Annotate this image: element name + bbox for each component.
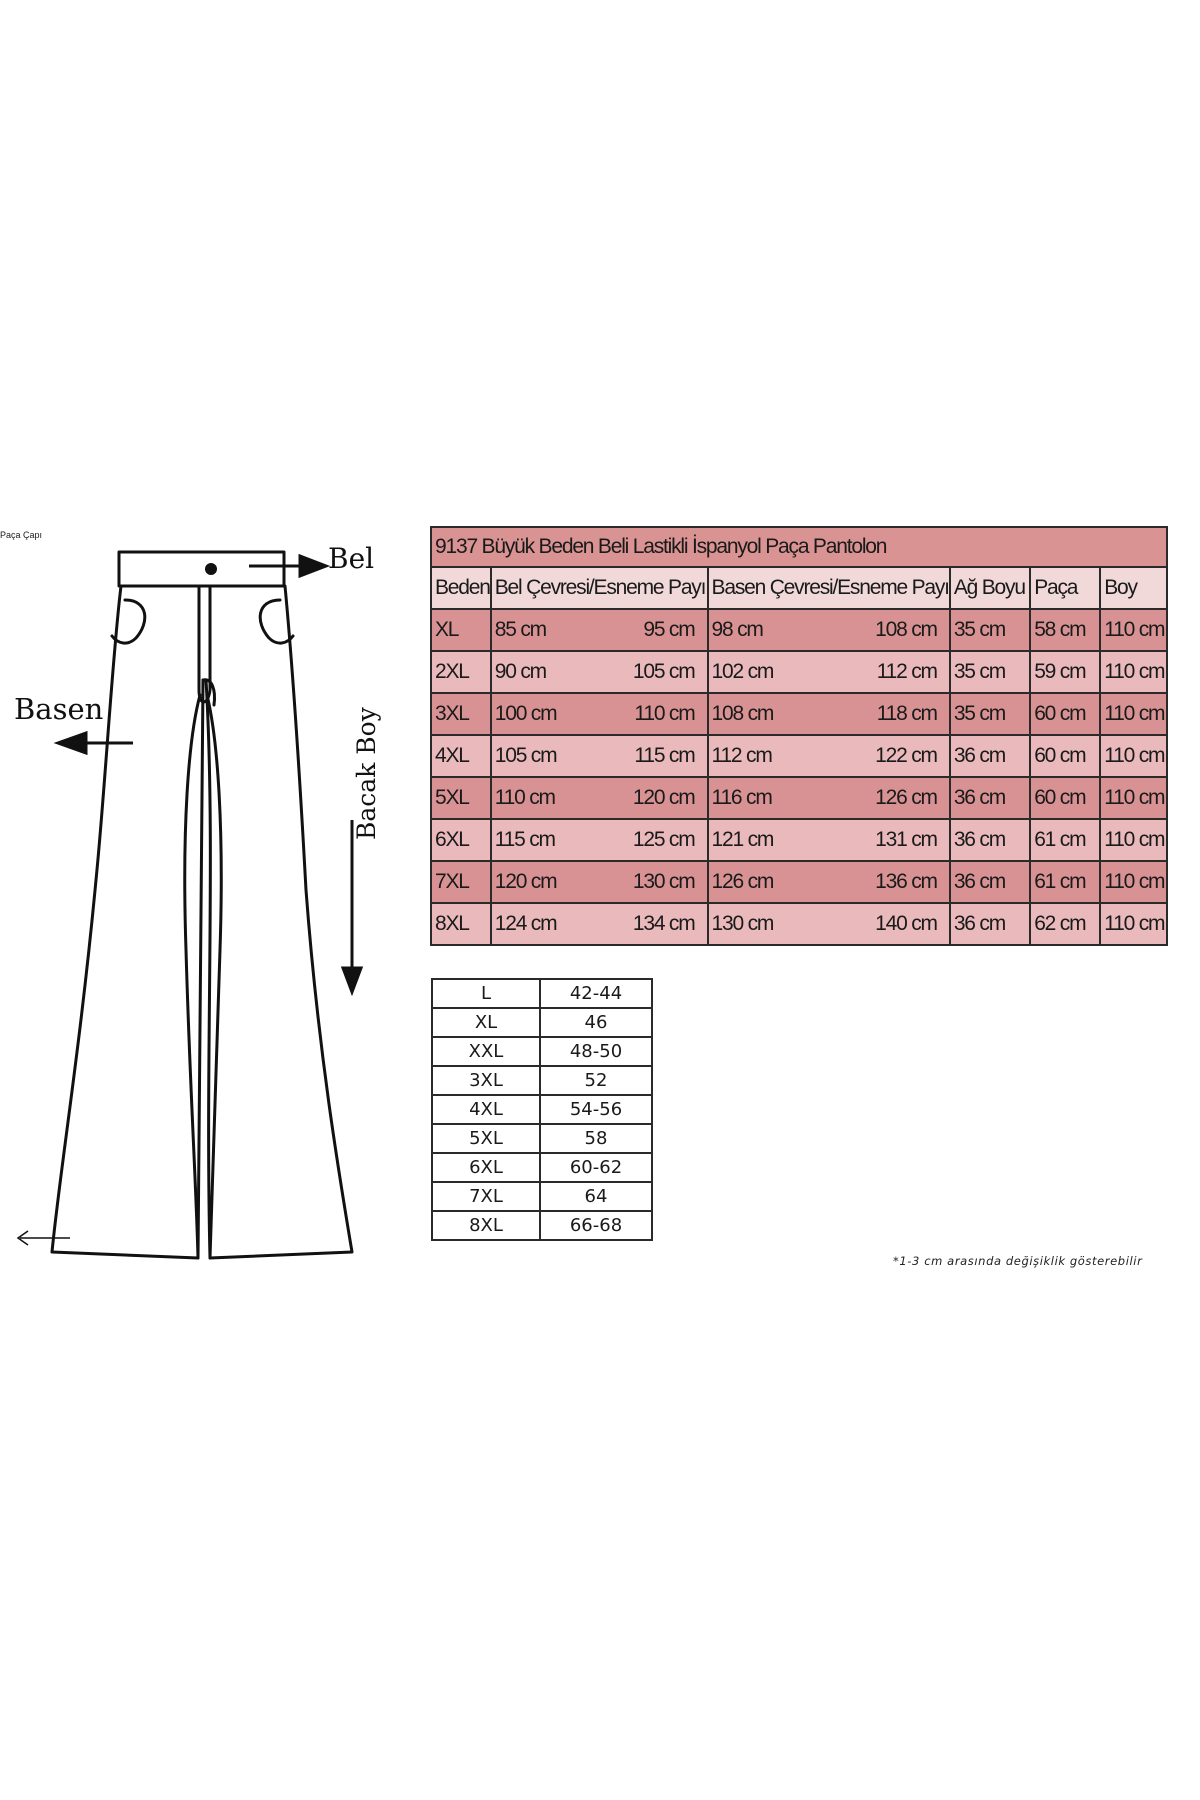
- basen-value: 108 cm: [711, 702, 774, 725]
- cell-basen: [708, 735, 950, 777]
- basen-value: 116 cm: [711, 786, 772, 809]
- conv-eu: 42-44: [540, 979, 652, 1008]
- header-boy: Boy: [1100, 567, 1167, 609]
- table-row: [431, 651, 1167, 693]
- basen-esneme-value: 140 cm: [875, 912, 937, 935]
- conv-size: 6XL: [432, 1153, 540, 1182]
- table-title: 9137 Büyük Beden Beli Lastikli İspanyol Paça Pantolon: [431, 527, 1167, 567]
- conv-eu: 66-68: [540, 1211, 652, 1240]
- conversion-row: [432, 1066, 652, 1095]
- bel-esneme-value: 120 cm: [632, 786, 695, 809]
- paca-capi-label: Paça Çapı: [0, 530, 43, 540]
- size-rows: [431, 609, 1167, 945]
- cell-bel: [491, 777, 708, 819]
- cell-basen: [708, 651, 950, 693]
- conv-size: L: [432, 979, 540, 1008]
- cell-beden: 6XL: [431, 819, 491, 861]
- header-basen: Basen Çevresi/Esneme Payı: [708, 567, 950, 609]
- header-beden: Beden: [431, 567, 491, 609]
- basen-esneme-value: 126 cm: [875, 786, 937, 809]
- conv-eu: 58: [540, 1124, 652, 1153]
- cell-paca: 59 cm: [1030, 651, 1100, 693]
- cell-basen: [708, 693, 950, 735]
- basen-esneme-value: 108 cm: [875, 618, 937, 641]
- cell-paca: 60 cm: [1030, 777, 1100, 819]
- header-bel: Bel Çevresi/Esneme Payı: [491, 567, 708, 609]
- cell-ag-boyu: 35 cm: [950, 651, 1030, 693]
- pants-figure: [0, 530, 420, 1290]
- conv-size: XXL: [432, 1037, 540, 1066]
- conversion-row: [432, 1153, 652, 1182]
- bel-esneme-value: 95 cm: [643, 618, 695, 641]
- cell-bel: [491, 693, 708, 735]
- basen-esneme-value: 122 cm: [875, 744, 937, 767]
- conversion-row: [432, 979, 652, 1008]
- cell-ag-boyu: 36 cm: [950, 903, 1030, 945]
- cell-boy: 110 cm: [1100, 693, 1167, 735]
- bel-esneme-value: 134 cm: [632, 912, 695, 935]
- cell-paca: 58 cm: [1030, 609, 1100, 651]
- conv-eu: 60-62: [540, 1153, 652, 1182]
- cell-bel: [491, 609, 708, 651]
- cell-beden: 4XL: [431, 735, 491, 777]
- cell-ag-boyu: 36 cm: [950, 819, 1030, 861]
- cell-bel: [491, 651, 708, 693]
- cell-basen: [708, 777, 950, 819]
- bel-value: 124 cm: [494, 912, 557, 935]
- cell-paca: 60 cm: [1030, 735, 1100, 777]
- table-row: [431, 693, 1167, 735]
- cell-paca: 60 cm: [1030, 693, 1100, 735]
- conversion-row: [432, 1182, 652, 1211]
- cell-boy: 110 cm: [1100, 819, 1167, 861]
- bel-value: 115 cm: [494, 828, 555, 851]
- cell-beden: 8XL: [431, 903, 491, 945]
- cell-ag-boyu: 36 cm: [950, 735, 1030, 777]
- basen-value: 126 cm: [711, 870, 774, 893]
- bel-value: 105 cm: [494, 744, 557, 767]
- table-row: [431, 819, 1167, 861]
- cell-paca: 61 cm: [1030, 861, 1100, 903]
- cell-beden: 3XL: [431, 693, 491, 735]
- cell-ag-boyu: 35 cm: [950, 609, 1030, 651]
- cell-boy: 110 cm: [1100, 861, 1167, 903]
- cell-beden: 7XL: [431, 861, 491, 903]
- cell-boy: 110 cm: [1100, 651, 1167, 693]
- conv-size: 8XL: [432, 1211, 540, 1240]
- basen-value: 121 cm: [711, 828, 774, 851]
- bel-value: 85 cm: [494, 618, 546, 641]
- cell-bel: [491, 819, 708, 861]
- conv-eu: 64: [540, 1182, 652, 1211]
- cell-bel: [491, 861, 708, 903]
- cell-bel: [491, 735, 708, 777]
- conv-eu: 54-56: [540, 1095, 652, 1124]
- table-row: [431, 609, 1167, 651]
- basen-value: 130 cm: [711, 912, 774, 935]
- bel-value: 120 cm: [494, 870, 557, 893]
- cell-basen: [708, 903, 950, 945]
- header-ag-boyu: Ağ Boyu: [950, 567, 1030, 609]
- cell-boy: 110 cm: [1100, 903, 1167, 945]
- basen-esneme-value: 118 cm: [876, 702, 937, 725]
- basen-label: Basen: [14, 692, 104, 726]
- cell-paca: 62 cm: [1030, 903, 1100, 945]
- conv-size: 5XL: [432, 1124, 540, 1153]
- bel-value: 110 cm: [494, 786, 555, 809]
- conv-eu: 52: [540, 1066, 652, 1095]
- cell-basen: [708, 609, 950, 651]
- cell-boy: 110 cm: [1100, 777, 1167, 819]
- cell-ag-boyu: 36 cm: [950, 777, 1030, 819]
- bel-esneme-value: 125 cm: [632, 828, 695, 851]
- bel-esneme-value: 105 cm: [632, 660, 695, 683]
- header-paca: Paça: [1030, 567, 1100, 609]
- conv-eu: 46: [540, 1008, 652, 1037]
- cell-basen: [708, 861, 950, 903]
- conversion-row: [432, 1008, 652, 1037]
- basen-esneme-value: 136 cm: [875, 870, 937, 893]
- bel-esneme-value: 115 cm: [634, 744, 695, 767]
- cell-ag-boyu: 36 cm: [950, 861, 1030, 903]
- conv-size: 4XL: [432, 1095, 540, 1124]
- basen-esneme-value: 112 cm: [876, 660, 937, 683]
- cell-bel: [491, 903, 708, 945]
- conversion-row: [432, 1211, 652, 1240]
- cell-beden: XL: [431, 609, 491, 651]
- tolerance-note: *1-3 cm arasında değişiklik gösterebilir: [893, 1254, 1143, 1268]
- bacak-boy-label: Bacak Boy: [352, 707, 381, 840]
- size-table: [430, 526, 1168, 946]
- cell-beden: 2XL: [431, 651, 491, 693]
- bel-esneme-value: 110 cm: [634, 702, 695, 725]
- table-row: [431, 735, 1167, 777]
- basen-value: 102 cm: [711, 660, 774, 683]
- button-icon: [205, 563, 217, 575]
- conversion-table: [431, 978, 653, 1241]
- bel-label: Bel: [328, 542, 375, 575]
- conversion-row: [432, 1037, 652, 1066]
- cell-boy: 110 cm: [1100, 735, 1167, 777]
- cell-paca: 61 cm: [1030, 819, 1100, 861]
- cell-beden: 5XL: [431, 777, 491, 819]
- bel-esneme-value: 130 cm: [632, 870, 695, 893]
- conversion-row: [432, 1095, 652, 1124]
- bel-value: 90 cm: [494, 660, 546, 683]
- conv-eu: 48-50: [540, 1037, 652, 1066]
- conv-size: 7XL: [432, 1182, 540, 1211]
- cell-ag-boyu: 35 cm: [950, 693, 1030, 735]
- pants-outline-icon: [0, 530, 420, 1290]
- table-row: [431, 777, 1167, 819]
- basen-value: 98 cm: [711, 618, 763, 641]
- basen-value: 112 cm: [711, 744, 772, 767]
- conv-size: 3XL: [432, 1066, 540, 1095]
- conv-size: XL: [432, 1008, 540, 1037]
- conversion-rows: [432, 979, 652, 1240]
- basen-esneme-value: 131 cm: [875, 828, 937, 851]
- table-row: [431, 861, 1167, 903]
- conversion-row: [432, 1124, 652, 1153]
- table-row: [431, 903, 1167, 945]
- cell-boy: 110 cm: [1100, 609, 1167, 651]
- bel-value: 100 cm: [494, 702, 557, 725]
- cell-basen: [708, 819, 950, 861]
